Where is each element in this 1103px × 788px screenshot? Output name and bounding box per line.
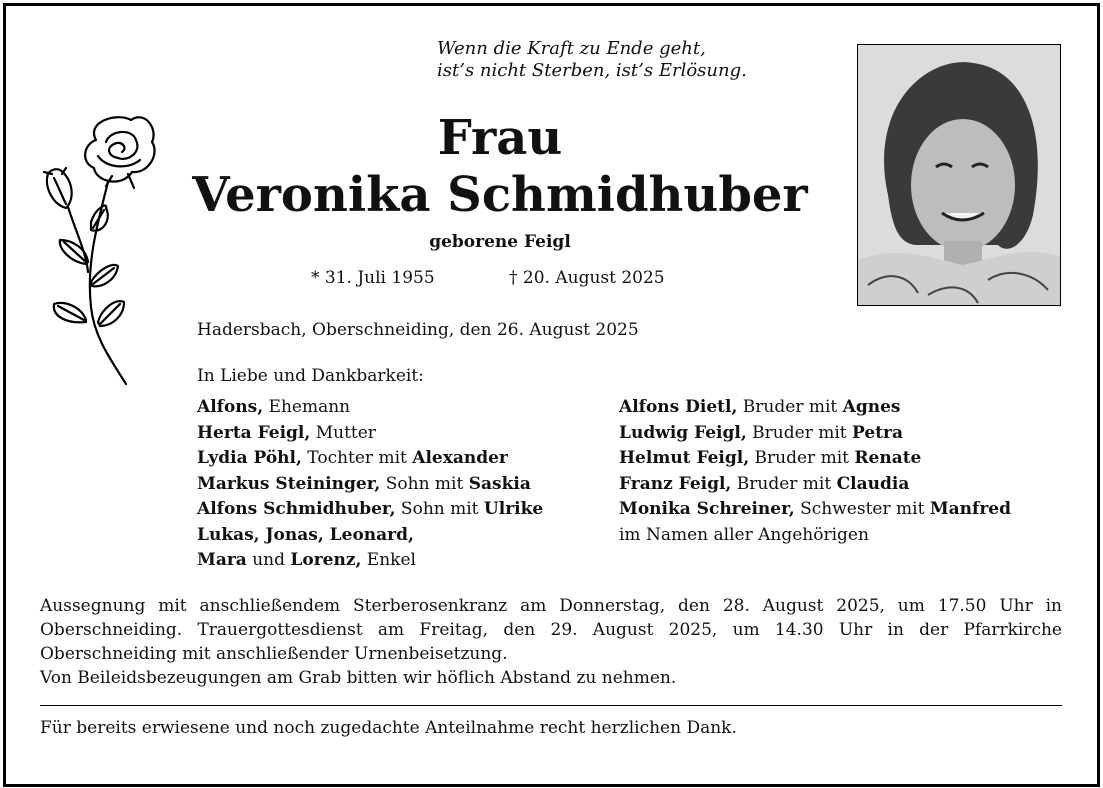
mourner-relation: Sohn mit <box>395 499 484 519</box>
thanks-line: Für bereits erwiesene und noch zugedachte Anteilnahme recht herzlichen Dank. <box>40 718 737 738</box>
mourner-relation: Bruder mit <box>746 422 853 443</box>
mourner-line <box>619 497 1011 523</box>
divider <box>40 705 1062 706</box>
mourner-line <box>197 472 543 498</box>
mourner-name: Manfred <box>929 499 1011 519</box>
mourner-name: Mara <box>197 550 247 570</box>
mourner-name: Agnes <box>842 397 901 417</box>
mourner-line <box>619 446 1011 472</box>
mourner-relation: Schwester mit <box>794 499 930 519</box>
mourner-name: Alfons Dietl, <box>619 397 738 417</box>
mourner-name: Lydia Pöhl, <box>197 448 302 468</box>
place-and-date: Hadersbach, Oberschneiding, den 26. August 2025 <box>197 320 639 340</box>
mourner-relation: Ehemann <box>263 397 351 417</box>
epigraph-line-1: Wenn die Kraft zu Ende geht, <box>437 38 706 59</box>
epigraph <box>437 38 747 82</box>
service-details <box>40 594 1062 690</box>
mourner-name: Ulrike <box>483 499 544 519</box>
mourner-name: Markus Steininger, <box>197 473 381 494</box>
mourner-name: Lukas, Jonas, Leonard, <box>197 524 414 545</box>
salutation: Frau <box>437 110 563 166</box>
mourner-line <box>619 395 1011 421</box>
mourner-name: Ludwig Feigl, <box>619 422 747 443</box>
mourners-left-column <box>197 395 543 574</box>
mourners-right-column <box>619 395 1011 548</box>
mourner-name: Alfons Schmidhuber, <box>197 499 396 519</box>
mourner-line <box>197 446 543 472</box>
mourner-name: Alexander <box>412 448 508 468</box>
mourner-line <box>197 395 543 421</box>
mourner-relation: Tochter mit <box>301 448 413 468</box>
mourner-line <box>619 472 1011 498</box>
mourner-name: Claudia <box>836 473 910 494</box>
mourner-name: Helmut Feigl, <box>619 448 750 468</box>
mourner-relation: im Namen aller Angehörigen <box>619 524 869 545</box>
birth-name: geborene Feigl <box>429 232 571 252</box>
birth-date: * 31. Juli 1955 <box>311 268 435 288</box>
portrait-icon <box>858 45 1061 306</box>
mourner-line <box>197 523 543 549</box>
mourner-name: Herta Feigl, <box>197 422 311 443</box>
epigraph-line-2: ist’s nicht Sterben, ist’s Erlösung. <box>437 60 747 81</box>
in-love-line: In Liebe und Dankbarkeit: <box>197 366 424 386</box>
mourner-relation: Enkel <box>361 550 416 570</box>
mourner-name: Alfons, <box>197 397 264 417</box>
death-date: † 20. August 2025 <box>509 268 665 288</box>
mourner-name: Petra <box>852 422 903 443</box>
mourner-relation: und <box>246 550 291 570</box>
mourner-name: Franz Feigl, <box>619 473 732 494</box>
mourner-line <box>619 523 1011 549</box>
mourner-relation: Mutter <box>310 422 376 443</box>
condolence-note: Von Beileidsbezeugungen am Grab bitten wir höflich Abstand zu nehmen. <box>40 668 677 688</box>
mourner-name: Renate <box>854 448 922 468</box>
service-text: Aussegnung mit anschließendem Sterberosenkranz am Donnerstag, den 28. August 2025, um 17.50 Uhr in Oberschneiding. Trauergottesdienst am Freitag, den 29. August 2025, um 14.30 Uhr in der Pfarrkirche Oberschneiding mit anschließender Urnenbeisetzung. <box>40 596 1062 664</box>
mourner-relation: Bruder mit <box>749 448 855 468</box>
mourner-relation: Sohn mit <box>380 473 469 494</box>
deceased-name: Veronika Schmidhuber <box>192 167 808 223</box>
portrait-photo <box>857 44 1061 306</box>
mourner-relation: Bruder mit <box>737 397 843 417</box>
mourner-relation: Bruder mit <box>731 473 837 494</box>
mourner-line <box>197 497 543 523</box>
mourner-line <box>197 548 543 574</box>
mourner-name: Lorenz, <box>290 550 362 570</box>
mourner-line <box>197 421 543 447</box>
mourner-line <box>619 421 1011 447</box>
mourner-name: Saskia <box>468 473 531 494</box>
mourner-name: Monika Schreiner, <box>619 499 795 519</box>
